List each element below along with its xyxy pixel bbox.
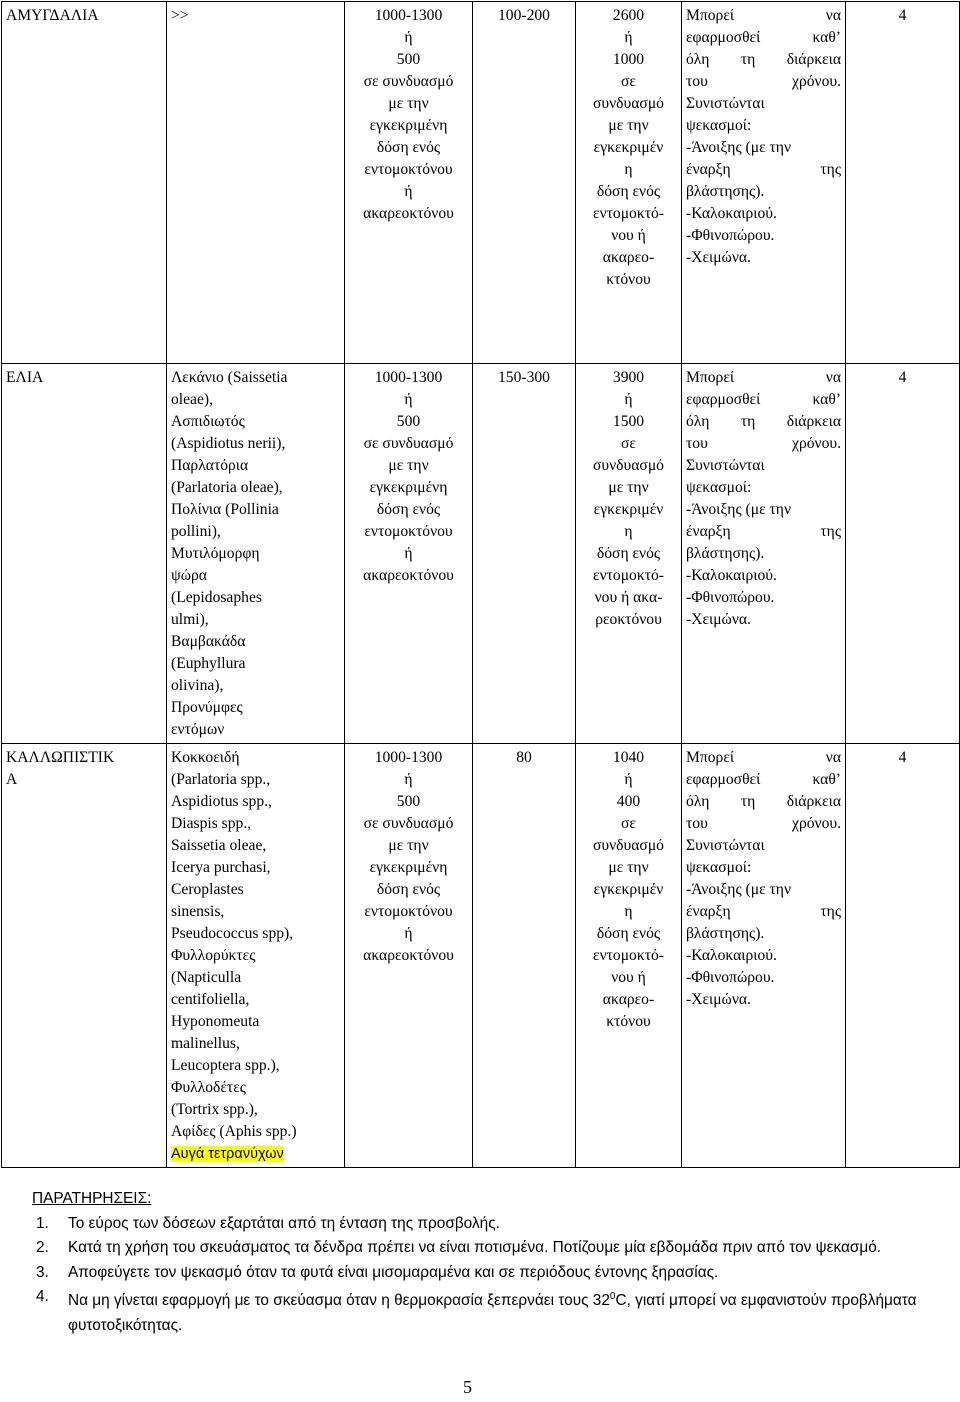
cell-line: -Άνοιξης (με την [686,139,791,156]
cell-line: (Tortrix spp.), [171,1101,258,1118]
application-time-cell [682,364,846,744]
cell-line: ή [404,771,413,788]
cell-line: Συνιστώνται [686,457,765,474]
note-item: 1. Το εύρος των δόσεων εξαρτάται από τη ένταση της προσβολής. [36,1214,500,1232]
cell-line: εφαρμοσθεί καθ’ [686,29,841,46]
cell-line: Ασπιδιωτός [171,413,245,430]
cell-line: δόση ενός [596,925,661,942]
note-item: 3. Αποφεύγετε τον ψεκασμό όταν τα φυτά είναι μισομαραμένα και σε περιόδους έντονης ξηρασίας. [36,1263,719,1281]
pests-cell [167,744,345,1168]
cell-line: σε συνδυασμό [363,435,454,452]
cell-line: (Euphyllura [171,655,246,672]
cell-line: -Χειμώνα. [686,249,751,266]
cell-line: 500 [396,51,421,68]
cell-line: olivina), [171,677,224,694]
dose-cell [345,744,473,1168]
cell-line: Ceroplastes [171,881,244,898]
cell-line: Συνιστώνται [686,95,765,112]
cell-line: ψώρα [171,567,207,584]
cell-line: εντομοκτόνου [364,523,453,540]
cell-line: ρεοκτόνου [595,611,662,628]
dose-cell [345,364,473,744]
cell-line: 1000-1300 [374,7,443,24]
cell-line: ή [404,391,413,408]
cell-line: συνδυασμό [593,457,664,474]
concentration-cell [576,744,682,1168]
cell-line: Μπορεί να [686,7,841,24]
spray-volume-cell: 150-300 [473,364,576,744]
cell-line: Μυτιλόμορφη [171,545,260,562]
cell-line: -Χειμώνα. [686,991,751,1008]
cell-line: εντομοκτό- [593,205,664,222]
notes-title: ΠΑΡΑΤΗΡΗΣΕΙΣ: [32,1190,152,1207]
cell-line: oleae), [171,391,213,408]
cell-line: (Aspidiotus nerii), [171,435,286,452]
cell-line: Πολίνια (Pollinia [171,501,279,518]
cell-line: του χρόνου. [686,435,841,452]
cell-line: ακαρεοκτόνου [363,205,454,222]
cell-line: η [624,903,633,920]
cell-line: -Καλοκαιριού. [686,205,777,222]
cell-line: Φυλλοδέτες [171,1079,246,1096]
cell-line: 2600 [612,7,645,24]
cell-line: όλη τη διάρκεια [686,51,841,68]
cell-line: η [624,161,633,178]
cell-line: με την [388,457,429,474]
spray-volume-cell: 80 [473,744,576,1168]
cell-line: ψεκασμοί: [686,117,752,134]
crop-cell: ΚΑΛΛΩΠΙΣΤΙΚ Α [2,744,167,1168]
max-applications-cell: 4 [846,744,960,1168]
cell-line: εγκεκριμέν [593,501,664,518]
cell-line: 1000 [612,51,645,68]
cell-line: (Napticulla [171,969,242,986]
cell-line: ή [404,925,413,942]
cell-line: sinensis, [171,903,225,920]
cell-line: ulmi), [171,611,209,628]
cell-line: Μπορεί να [686,749,841,766]
spray-volume-cell: 100-200 [473,2,576,364]
cell-line: η [624,523,633,540]
cell-line: εντομοκτό- [593,567,664,584]
cell-line: εφαρμοσθεί καθ’ [686,771,841,788]
cell-line: βλάστησης). [686,183,765,200]
cell-line: εγκεκριμέν [593,881,664,898]
cell-line: όλη τη διάρκεια [686,413,841,430]
cell-line: εντομοκτό- [593,947,664,964]
cell-line: 400 [616,793,641,810]
cell-line: -Καλοκαιριού. [686,567,777,584]
cell-line: Μπορεί να [686,369,841,386]
cell-line: 500 [396,793,421,810]
cell-line: του χρόνου. [686,815,841,832]
pests-cell: >> [167,2,345,364]
cell-line: ή [624,391,633,408]
cell-line: έναρξη της [686,523,841,540]
cell-line: με την [388,837,429,854]
cell-line: ή [404,183,413,200]
cell-line: νου ή ακα- [594,589,663,606]
cell-line: κτόνου [606,1013,651,1030]
cell-line: -Φθινοπώρου. [686,969,775,986]
dose-cell [345,2,473,364]
cell-line: δόση ενός [376,881,441,898]
table-row [2,744,960,1168]
cell-line: malinellus, [171,1035,240,1052]
cell-line: Pseudococcus spp), [171,925,294,942]
cell-line: Προνύμφες [171,699,243,716]
cell-line: -Χειμώνα. [686,611,751,628]
cell-line: σε [621,815,636,832]
cell-line: του χρόνου. [686,73,841,90]
concentration-cell [576,2,682,364]
cell-line: Hyponomeuta [171,1013,260,1030]
cell-line: εγκεκριμένη [369,117,448,134]
cell-line: -Καλοκαιριού. [686,947,777,964]
cell-line: (Parlatoria oleae), [171,479,283,496]
cell-line: με την [608,859,649,876]
cell-line: δόση ενός [376,139,441,156]
cell-line: Icerya purchasi, [171,859,271,876]
cell-line: εντομοκτόνου [364,161,453,178]
cell-line: νου ή [611,227,646,244]
table-row [2,364,960,744]
cell-line: Diaspis spp., [171,815,252,832]
table-row [2,2,960,364]
cell-line: Saissetia oleae, [171,837,267,854]
cell-line: Leucoptera spp.), [171,1057,280,1074]
crop-cell: ΑΜΥΓΔΑΛΙΑ [2,2,167,364]
cell-line: εντομοκτόνου [364,903,453,920]
cell-line: -Άνοιξης (με την [686,881,791,898]
cell-line: με την [608,479,649,496]
cell-line: -Άνοιξης (με την [686,501,791,518]
cell-line: 1500 [612,413,645,430]
cell-line: ή [404,29,413,46]
cell-line: 3900 [612,369,645,386]
cell-line: ακαρεο- [602,249,655,266]
cell-line: -Φθινοπώρου. [686,227,775,244]
cell-line: συνδυασμό [593,837,664,854]
cell-line: εφαρμοσθεί καθ’ [686,391,841,408]
cell-line: όλη τη διάρκεια [686,793,841,810]
cell-line: εγκεκριμένη [369,859,448,876]
application-time-cell [682,2,846,364]
cell-line: Βαμβακάδα [171,633,246,650]
highlighted-text: Αυγά τετρανύχων [171,1146,284,1162]
cell-line: σε [621,435,636,452]
cell-line: Αφίδες (Aphis spp.) [171,1123,297,1140]
cell-line: σε συνδυασμό [363,815,454,832]
cell-line: ή [404,545,413,562]
cell-line: Λεκάνιο (Saissetia [171,369,288,386]
cell-line: βλάστησης). [686,925,765,942]
cell-line: 1000-1300 [374,749,443,766]
cell-line: βλάστησης). [686,545,765,562]
notes-section [32,1187,932,1338]
cell-line: 1040 [612,749,645,766]
crop-cell: ΕΛΙΑ [2,364,167,744]
cell-line: εγκεκριμένη [369,479,448,496]
cell-line: ακαρεοκτόνου [363,567,454,584]
cell-line: εγκεκριμέν [593,139,664,156]
cell-line: νου ή [611,969,646,986]
cell-line: Παρλατόρια [171,457,249,474]
cell-line: (Lepidosaphes [171,589,262,606]
cell-line: 500 [396,413,421,430]
cell-line: ακαρεοκτόνου [363,947,454,964]
max-applications-cell: 4 [846,364,960,744]
cell-line: σε συνδυασμό [363,73,454,90]
cell-line: Κοκκοειδή [171,749,240,766]
cell-line: κτόνου [606,271,651,288]
cell-line: Συνιστώνται [686,837,765,854]
concentration-cell [576,364,682,744]
cell-line: 1000-1300 [374,369,443,386]
cell-line: (Parlatoria spp., [171,771,271,788]
note-item: 2. Κατά τη χρήση του σκευάσματος τα δένδρα πρέπει να είναι ποτισμένα. Ποτίζουμε μία εβδομάδα πριν από τον ψεκασμό. [36,1239,882,1256]
cell-line: δόση ενός [596,183,661,200]
cell-line: σε [621,73,636,90]
cell-line: ψεκασμοί: [686,859,752,876]
cell-line: pollini), [171,523,221,540]
max-applications-cell: 4 [846,2,960,364]
pests-cell [167,364,345,744]
cell-line: Φυλλορύκτες [171,947,256,964]
page-number: 5 [463,1377,472,1397]
cell-line: Aspidiotus spp., [171,793,272,810]
cell-line: με την [608,117,649,134]
cell-line: ή [624,771,633,788]
application-time-cell [682,744,846,1168]
cell-line: συνδυασμό [593,95,664,112]
cell-line: έναρξη της [686,161,841,178]
cell-line: έναρξη της [686,903,841,920]
cell-line: με την [388,95,429,112]
note-item: 4. Να μη γίνεται εφαρμογή με το σκεύασμα όταν η θερμοκρασία ξεπερνάει τους $32^0C$, γιατί μπορεί να εμφανιστούν προβλήματα φυτοτοξικότητας. [36,1288,917,1334]
cell-line: ή [624,29,633,46]
dosage-table [1,1,960,1168]
cell-line: δόση ενός [596,545,661,562]
cell-line: ακαρεο- [602,991,655,1008]
cell-line: ψεκασμοί: [686,479,752,496]
cell-line: εντόμων [171,721,225,738]
cell-line: -Φθινοπώρου. [686,589,775,606]
cell-line: centifoliella, [171,991,250,1008]
cell-line: δόση ενός [376,501,441,518]
